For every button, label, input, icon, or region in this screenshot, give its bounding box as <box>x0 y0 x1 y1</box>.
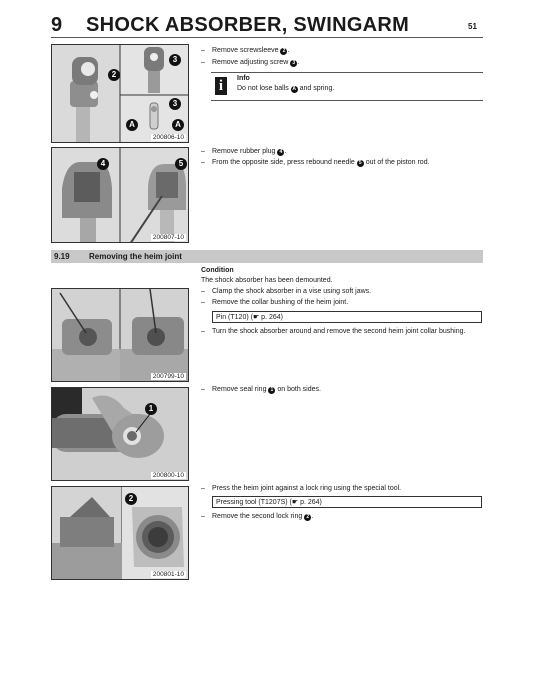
figure-number: 200806-10 <box>152 134 184 141</box>
section-header <box>51 250 483 263</box>
callout-3: 3 <box>169 54 181 66</box>
figure-rubber-plug-drawing <box>52 148 189 243</box>
callout-2: 2 <box>125 493 137 505</box>
ref-a-icon: A <box>292 86 297 92</box>
ref-4-icon: 4 <box>277 149 284 156</box>
condition-text: The shock absorber has been demounted. <box>201 277 333 284</box>
step-turn-shock-absorber: – Turn the shock absorber around and remove the second heim joint collar bushing. <box>201 328 466 335</box>
chapter-title: SHOCK ABSORBER, SWINGARM <box>86 14 410 36</box>
figure-collar-bushing-drawing <box>52 289 189 382</box>
figure-seal-ring <box>51 387 189 481</box>
step-remove-seal-ring: – Remove seal ring 1 on both sides. <box>201 386 321 393</box>
figure-number: 200800-10 <box>152 472 184 479</box>
section-title: Removing the heim joint <box>89 252 182 261</box>
tool-pressing-t1207s: Pressing tool (T1207S) (☛ p. 264) <box>212 496 482 508</box>
step-remove-rubber-plug: – Remove rubber plug 4 . <box>201 148 287 155</box>
ref-2-icon: 2 <box>304 514 311 521</box>
tool-pin-t120: Pin (T120) (☛ p. 264) <box>212 311 482 323</box>
step-remove-second-lock-ring: – Remove the second lock ring 2 . <box>201 513 314 520</box>
callout-3-lower: 3 <box>169 98 181 110</box>
info-title: Info <box>237 75 250 82</box>
figure-seal-ring-drawing <box>52 388 189 481</box>
step-press-heim-joint: – Press the heim joint against a lock ring using the special tool. <box>201 485 402 492</box>
step-remove-adjusting-screw: – Remove adjusting screw 3 . <box>201 59 300 66</box>
page-number: 51 <box>468 22 477 31</box>
callout-5: 5 <box>175 158 187 170</box>
figure-number: 200799-10 <box>152 373 184 380</box>
figure-number: 200801-10 <box>152 571 184 578</box>
ref-3-icon: 3 <box>290 60 297 67</box>
condition-label: Condition <box>201 267 234 274</box>
figure-collar-bushing <box>51 288 189 382</box>
callout-2: 2 <box>108 69 120 81</box>
ref-2-icon: 2 <box>280 48 287 55</box>
figure-rubber-plug <box>51 147 189 243</box>
step-remove-screwsleeve: – Remove screwsleeve 2 . <box>201 47 290 54</box>
figure-lock-ring-drawing <box>52 487 189 580</box>
ref-5-icon: 5 <box>357 160 364 167</box>
callout-a-right: A <box>172 119 184 131</box>
ref-1-icon: 1 <box>268 387 275 394</box>
header-rule <box>51 37 483 38</box>
callout-a-left: A <box>126 119 138 131</box>
figure-shock-top <box>51 44 189 143</box>
step-remove-collar-bushing: – Remove the collar bushing of the heim joint. <box>201 299 349 306</box>
info-box <box>211 72 483 101</box>
info-icon: i <box>215 77 227 95</box>
callout-4: 4 <box>97 158 109 170</box>
step-clamp-vise: – Clamp the shock absorber in a vise using soft jaws. <box>201 288 372 295</box>
figure-number: 200807-10 <box>152 234 184 241</box>
callout-1: 1 <box>145 403 157 415</box>
chapter-number: 9 <box>51 14 63 36</box>
step-press-rebound-needle: – From the opposite side, press rebound needle 5 out of the piston rod. <box>201 159 430 166</box>
info-text: Do not lose balls A and spring. <box>237 85 335 92</box>
figure-lock-ring <box>51 486 189 580</box>
section-number: 9.19 <box>54 252 70 261</box>
